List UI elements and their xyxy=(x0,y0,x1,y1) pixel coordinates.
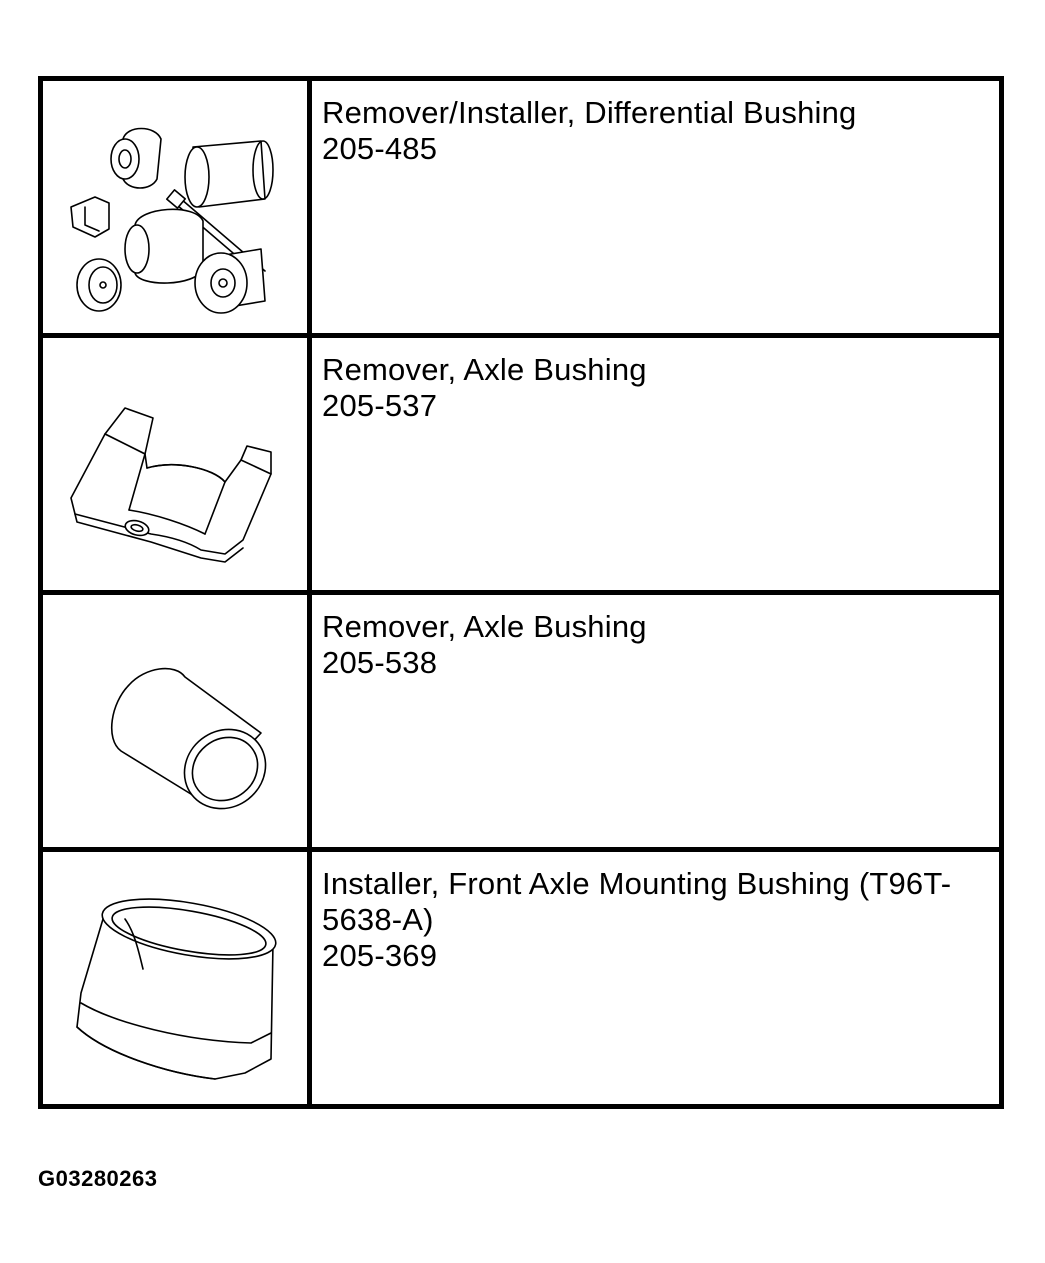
tool-name: Remover, Axle Bushing xyxy=(322,352,647,387)
tool-number: 205-369 xyxy=(322,938,438,973)
tool-number: 205-538 xyxy=(322,645,438,680)
tool-image-cell xyxy=(41,336,310,593)
tool-number: 205-485 xyxy=(322,131,438,166)
tool-image-cell xyxy=(41,79,310,336)
table-row xyxy=(41,593,1002,850)
tool-image-cell xyxy=(41,593,310,850)
tool-description-cell xyxy=(310,850,1002,1107)
tool-name: Remover, Axle Bushing xyxy=(322,609,647,644)
table-row xyxy=(41,79,1002,336)
tool-description-cell xyxy=(310,79,1002,336)
table-row xyxy=(41,336,1002,593)
tool-name: Installer, Front Axle Mounting Bushing (T96T-5638-A) xyxy=(322,866,952,937)
special-tools-table xyxy=(38,76,1004,1109)
tool-description-cell xyxy=(310,336,1002,593)
axle-bushing-remover-bracket-illustration xyxy=(65,364,285,564)
bushing-tool-set-illustration xyxy=(65,97,285,317)
tool-name: Remover/Installer, Differential Bushing xyxy=(322,95,857,130)
tool-number: 205-537 xyxy=(322,388,438,423)
mounting-bushing-installer-cup-illustration xyxy=(65,873,285,1083)
tool-image-cell xyxy=(41,850,310,1107)
axle-bushing-remover-sleeve-illustration xyxy=(75,621,275,821)
figure-id: G03280263 xyxy=(38,1166,158,1191)
table-row xyxy=(41,850,1002,1107)
tool-description-cell xyxy=(310,593,1002,850)
